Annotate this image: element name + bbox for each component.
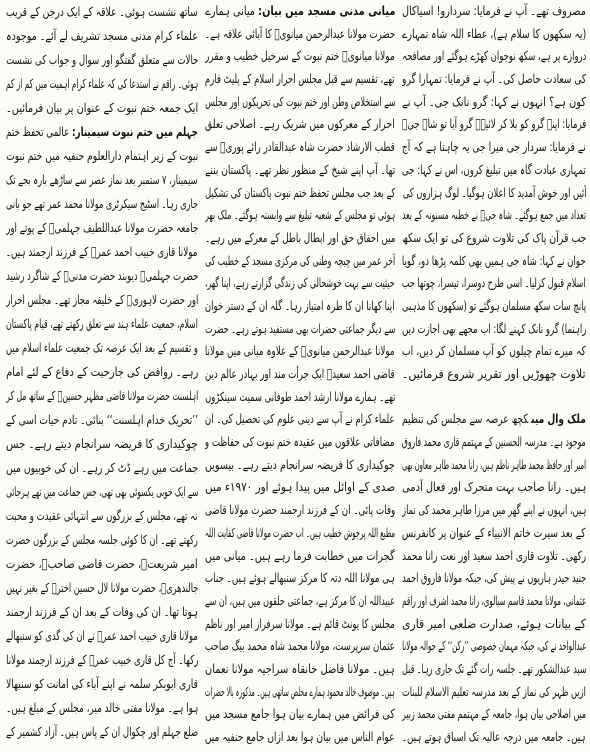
- line-text: مولانا میانویؒ ختم نبوت کے سرخیل خطیب و مقرر: [205, 48, 395, 64]
- text-line-content: [205, 159, 395, 182]
- text-line-content: [6, 480, 198, 504]
- line-text: جوان نے کہا: شاہ جی ہمیں بھی کلمہ پڑھا دو، گویا: [402, 252, 586, 268]
- text-line: [6, 384, 198, 408]
- line-text: کی فرائض میں ہمارے بیان ہوا جامع مسجد میں: [205, 706, 395, 722]
- line-text: عبدالواحد نے کی، جبکہ مہمان خصوصی ’’رکن‘‘ کے حوالہ مولانا: [402, 638, 586, 654]
- column-left: [6, 0, 198, 752]
- text-line: [205, 318, 395, 341]
- text-line: [205, 113, 395, 136]
- text-line-content: [402, 318, 586, 341]
- text-line: [402, 363, 586, 386]
- text-line: [402, 0, 586, 23]
- text-line-content: [6, 336, 198, 360]
- text-line-content: [6, 456, 198, 480]
- line-text: عثمانی، مولانا محمد قاسم سیالوی، رانا محمد اشرف اور راقم: [402, 592, 586, 608]
- text-line: [205, 635, 395, 658]
- text-line: [6, 0, 198, 24]
- text-line-content: [402, 681, 586, 704]
- text-line: [205, 522, 395, 545]
- line-text: ہوا ہے۔ مولانا مفتی خالد میر، مجلس کے مبلغ ہیں۔: [6, 700, 198, 715]
- text-line: [205, 386, 395, 409]
- line-text: آئیں اور خوش آمدید کا اعلان ہوگیا۔ لوگ ہزاروں کی: [402, 184, 586, 200]
- line-text: جنید حیدر ہاریوں نے پیش کی، جبکہ مولانا فاروق احمد: [402, 570, 586, 586]
- text-line: [205, 681, 395, 704]
- line-text: سے ایک خوبی یکسوئی بھی تھی، جس جماعت میں تھے ہرجائی: [6, 484, 198, 499]
- text-line-content: [6, 168, 198, 192]
- text-line-content: [402, 522, 586, 545]
- text-line-content: [6, 552, 198, 576]
- line-text: جامعہ حضرت مولانا عبداللطیف جہلمیؒ کے پوتے اور: [6, 220, 198, 235]
- paragraph: [6, 0, 198, 120]
- line-text: رکھی۔ تلاوت قاری احمد سعید اور نعت رانا محمد: [402, 547, 586, 563]
- text-line-content: [205, 658, 395, 681]
- text-line-content: [402, 454, 586, 477]
- line-text: وفات پائی۔ ان کے فرزند ارجمند حضرت مولانا قاضی: [205, 502, 395, 518]
- text-line: [402, 136, 586, 159]
- text-line-content: [205, 91, 395, 114]
- text-line-content: [205, 23, 395, 46]
- text-line-content: [6, 432, 198, 456]
- text-line-content: [402, 567, 586, 590]
- line-text: ہوئی تو مجلس کے شعبہ تبلیغ سے وابستہ ہوگئے۔ ملک بھر: [205, 207, 395, 223]
- line-text: مطیع اللہ پرجوش خطیب ہیں۔ اب حضرت مولانا قاضی کفایت اللہ: [205, 524, 395, 540]
- line-text: رکھتے تھے۔ ان کا کوئی جلسہ مجلس کے بزرگوں حضرت: [6, 532, 198, 547]
- text-line: [205, 590, 395, 613]
- line-text: حضرت جہلمیؒ دیوبند حضرت مدنیؒ کے شاگرد رشید: [6, 268, 198, 283]
- line-text: موجود ہے۔ مدرسہ الحسنین کے مہتمم قاری محمد فاروق: [402, 434, 586, 450]
- line-text: قاضی احمد سعیدؒ ایک جرأت مند اور بہادر عالم دین: [205, 366, 395, 381]
- text-line-content: [205, 250, 395, 273]
- line-text: مولانا قاری خبیب احمد عمرؒ کے فرزند ارجمند ہیں۔: [6, 244, 198, 259]
- text-line-content: [205, 499, 395, 522]
- text-line-content: [205, 136, 395, 159]
- text-line: [402, 726, 586, 749]
- text-line-content: [205, 340, 395, 363]
- text-line-content: [402, 340, 586, 363]
- text-line: [6, 456, 198, 480]
- line-text: راہنما) گرو نانک کہنے لگا: اب مجھے بھی اجازت دیں: [402, 320, 586, 336]
- line-text: کچھ عرصہ سے مجلس کی تنظیم: [402, 411, 529, 427]
- text-line: [205, 726, 395, 749]
- line-text: صدی کے اوائل میں پیدا ہوئے اور ۱۹۷۰ء میں: [205, 479, 395, 495]
- line-text: ہیں۔ مولانا فاضل خانقاہ سراجیہ مولانا نعمان: [205, 660, 395, 676]
- text-line: [402, 590, 586, 613]
- line-text: اپنا کھانا ان کا طرہ امتیاز رہا۔ گلہ ان کے دستر خوان: [205, 297, 395, 313]
- text-line: [205, 431, 395, 454]
- line-text: مولانا عبدالرحمن میانویؒ کے علاوہ میانی میں مولانا: [205, 343, 395, 359]
- line-text: اسلام، جمعیت علماء ہند سے تعلق رکھتے تھے، قیام پاکستان: [6, 316, 198, 331]
- text-line: [6, 504, 198, 528]
- text-line-content: [6, 96, 198, 120]
- text-line: [6, 576, 198, 600]
- line-text: ’’تحریک خدام اہلسنت‘‘ بنائی۔ تادم حیات اسی کے: [6, 412, 198, 427]
- text-line-content: [6, 648, 198, 672]
- text-line: [402, 658, 586, 681]
- text-line: [205, 0, 395, 23]
- text-line: [6, 552, 198, 576]
- text-line: [6, 48, 198, 72]
- text-line: [6, 312, 198, 336]
- line-text: اسلام قبول کرلیا۔ اسی طرح دوسرا، تیسرا، چوتھا جب: [402, 275, 586, 291]
- text-line-content: [6, 264, 198, 288]
- text-line: [6, 720, 198, 744]
- text-line: [6, 648, 198, 672]
- line-text: عبیداللہ ان کا مرکز ہے، جماعتی حلقوں میں ہیں، ان سے: [205, 592, 395, 608]
- text-line: [205, 567, 395, 590]
- text-line-content: [6, 408, 198, 432]
- line-text: مضافاتی علاقوں میں عقیدہ ختم نبوت کی حفاظت و: [205, 434, 395, 450]
- text-line: [6, 168, 198, 192]
- line-text: ساتھ نشست ہوئی۔ علاقہ کے ایک درجن کے قریب: [6, 4, 198, 19]
- text-line-content: [402, 0, 586, 23]
- text-line-content: [402, 613, 586, 636]
- text-line: [402, 431, 586, 454]
- text-line-content: [205, 613, 395, 636]
- text-line-content: [402, 431, 586, 454]
- text-line-content: [205, 431, 395, 454]
- line-text: عالمی تحفظ ختم: [6, 124, 70, 139]
- text-line: [6, 360, 198, 384]
- text-line-content: [205, 590, 395, 613]
- text-line: [402, 454, 586, 477]
- text-line-content: [205, 726, 395, 749]
- line-text: ہوئی۔ راقم نے استدعا کی کہ علماء کرام اہمیت میں کم از کم: [6, 76, 198, 91]
- text-line: [205, 250, 395, 273]
- text-line: [402, 227, 586, 250]
- text-line-content: [402, 204, 586, 227]
- text-line-content: [6, 720, 198, 744]
- text-line-content: [6, 504, 198, 528]
- text-line-content: [6, 72, 198, 96]
- text-line: [6, 264, 198, 288]
- text-line: [205, 182, 395, 205]
- line-text: چوکیداری کا فریضہ سرانجام دیتے رہے۔ جس: [6, 436, 198, 451]
- line-text: کے بیانات ہوئے، صدارت ضلعی امیر قاری: [402, 615, 586, 631]
- text-line-content: [402, 227, 586, 250]
- text-line-content: [402, 545, 586, 568]
- text-line: [205, 499, 395, 522]
- text-line-content: [205, 567, 395, 590]
- text-line: [205, 658, 395, 681]
- line-text: ہی مولانا اللہ دتہ کا مرکز سنبھالے ہوئے ہیں۔ جناب: [205, 570, 395, 586]
- text-line: [6, 120, 198, 144]
- text-line-content: [402, 363, 586, 386]
- text-line-content: [6, 312, 198, 336]
- paragraph: [205, 0, 395, 749]
- text-line: [402, 522, 586, 545]
- text-line: [6, 192, 198, 216]
- text-line-content: [6, 144, 198, 168]
- line-text: آخر عمر میں چیچہ وطنی کی مرکزی مسجد کے خطیب کی: [205, 252, 395, 268]
- text-line-content: [205, 408, 395, 431]
- line-text: ہیں۔ رانا صاحب بہت متحرک اور فعال آدمی: [402, 479, 586, 495]
- line-text: رہے۔ روافض کی جارحیت کے دفاع کے لئے امام: [6, 364, 198, 379]
- line-text: اہلسنت حضرت مولانا قاضی مظہر حسینؒ کے ساتھ مل کر: [6, 388, 198, 403]
- text-line: [6, 600, 198, 624]
- line-text: علماء کرام مدنی مسجد تشریف لے آئے۔ موجودہ: [6, 28, 198, 43]
- line-text: عوام الناس میں بیان ہوا بعد ازاں جامع حنفیہ میں: [205, 729, 395, 744]
- line-text: و تقسیم کے بعد ایک عرصہ تک جمعیت علماء اسلام میں: [6, 340, 198, 355]
- text-line: [6, 672, 198, 696]
- text-line: [6, 336, 198, 360]
- text-line: [402, 681, 586, 704]
- text-line: [6, 408, 198, 432]
- text-line-content: [205, 113, 395, 136]
- text-line: [205, 295, 395, 318]
- text-line-content: [6, 600, 198, 624]
- text-line-content: [205, 227, 395, 250]
- line-text: قطب الارشاد حضرت شاہ عبدالقادر رائے پوریؒ سے: [205, 139, 395, 155]
- line-text: نہ تھے، مجلس کے بزرگوں سے انتہائی عقیدت و محبت: [6, 508, 198, 523]
- line-text: ضلع جہلم اور چکوال ان کے پاس ہیں۔ آزاد کشمیر کے: [6, 724, 198, 739]
- line-text: ایک جمعہ ختم نبوت کے عنوان پر بیان فرمائیں۔: [6, 100, 198, 115]
- text-line-content: [205, 681, 395, 704]
- line-text: دروازے پر ہے، سکھ نوجوان کھڑے ہوگئے اور مصافحہ: [402, 48, 586, 64]
- text-line-content: [205, 386, 395, 409]
- text-line: [6, 72, 198, 96]
- text-line: [205, 545, 395, 568]
- text-line: [402, 23, 586, 46]
- text-line-content: [402, 113, 586, 136]
- text-line: [402, 182, 586, 205]
- line-text: سید عبدالشکور تھے۔ جلسہ رات گئے تک جاری رہا۔ قبل: [402, 660, 586, 676]
- text-line: [205, 91, 395, 114]
- paragraph: [6, 120, 198, 744]
- text-line: [402, 113, 586, 136]
- text-line: [205, 476, 395, 499]
- text-line: [402, 499, 586, 522]
- section-heading: جہلم میں ختم نبوت سیمینار:: [72, 124, 198, 139]
- line-text: (یہ سکھوں کا سلام ہے)، عطاء اللہ شاہ تمہارے: [402, 25, 586, 41]
- text-line-content: [205, 476, 395, 499]
- text-line: [6, 528, 198, 552]
- line-text: میں اصلاحی بیان ہوا، جامعہ کے مہتمم مفتی محمد زبیر: [402, 706, 586, 722]
- line-text: تھے۔ ہمارے مولانا ارشد احمد طوفانی سمیت سینکڑوں: [205, 388, 395, 404]
- text-line: [402, 567, 586, 590]
- line-text: حالات سے متعلق گفتگو اور سوال و جواب کی نشست: [6, 52, 198, 67]
- line-text: تھا۔ آپ اپنے شیخ کے منظور نظر تھے۔ پاکستان بننے: [205, 161, 395, 177]
- text-line-content: [402, 91, 586, 114]
- text-line: [402, 545, 586, 568]
- text-line-content: [205, 635, 395, 658]
- line-text: قاری ابوبکر سلمہ نے اپنے آباء کی امانت کو سنبھالا: [6, 676, 198, 691]
- text-line-content: [205, 295, 395, 318]
- line-text: جماعت میں رہے ڈٹ کر رہے۔ ان کی خوبیوں میں: [6, 460, 198, 475]
- text-line-content: [205, 0, 395, 23]
- text-line-content: [402, 182, 586, 205]
- text-line-content: [205, 363, 395, 386]
- text-line: [6, 624, 198, 648]
- text-line-content: [6, 576, 198, 600]
- line-text: نے فرمایا: سردار جی میرا جی یہ چاہتا ہے کہ آج: [402, 139, 586, 155]
- line-text: چوکیداری کا فریضہ سرانجام دیتے رہے۔ بیسویں: [205, 456, 395, 472]
- text-line-content: [6, 24, 198, 48]
- text-line-content: [402, 703, 586, 726]
- line-text: جاری رہا۔ اسٹیج سیکرٹری مولانا محمد عمر تھے جو بانی: [6, 196, 198, 211]
- text-line: [402, 613, 586, 636]
- text-line-content: [6, 528, 198, 552]
- text-line: [402, 250, 586, 273]
- line-text: تمہاری عبادت گاہ میں تبلیغ کروں، اس نے کہا: جی: [402, 161, 586, 177]
- text-line-content: [402, 635, 586, 658]
- text-line-content: [402, 590, 586, 613]
- line-text: سے استخلاص وطن اور ختم نبوت کی تحریکوں اور مجلس: [205, 93, 395, 109]
- text-line-content: [6, 672, 198, 696]
- text-line-content: [205, 454, 395, 477]
- text-line: [402, 204, 586, 227]
- text-line: [205, 454, 395, 477]
- text-line-content: [402, 45, 586, 68]
- line-text: سیمینار، ۷ ستمبر بعد نماز عصر سے ساڑھے بارہ بجے تک: [6, 172, 198, 187]
- text-line: [402, 68, 586, 91]
- line-text: تلاوت چھوڑیں اور تقریر شروع فرمائیں۔: [402, 366, 586, 381]
- text-line-content: [205, 318, 395, 341]
- text-line-content: [205, 522, 395, 545]
- line-text: تعداد میں جمع ہوگئے۔ شاہ جیؒ نے خطبہ مسنونہ کے بعد: [402, 207, 586, 223]
- text-line-content: [402, 499, 586, 522]
- text-line-content: [402, 726, 586, 749]
- line-text: امیر اور حافظ محمد طاہر ناظم ہیں، رانا محمد طاہر معاون بھی: [402, 456, 586, 472]
- line-text: میانی ہمارے: [205, 3, 255, 18]
- text-line: [205, 68, 395, 91]
- line-text: فرمایا: اپنے گرو کو بلا کر لائیے۔ گرو آیا تو شاہ جیؒ: [402, 116, 586, 132]
- text-line-content: [205, 272, 395, 295]
- text-line-content: [402, 658, 586, 681]
- line-text: تھے، تقسیم سے قبل مجلس احرار اسلام کے پلیٹ فارم: [205, 71, 395, 87]
- line-text: حضرت مولانا عبدالرحمن میانویؒ کا آبائی علاقہ ہے۔: [205, 25, 395, 41]
- line-text: کہ میرے تمام چیلوں کو آپ مسلمان کر دیں، اب: [402, 343, 586, 359]
- line-text: جب قرآن پاک کی تلاوت شروع کی تو ایک سکھ: [402, 229, 586, 245]
- text-line: [402, 272, 586, 295]
- text-line: [6, 240, 198, 264]
- text-line-content: [6, 288, 198, 312]
- text-line-content: [6, 0, 198, 24]
- line-text: جالندھریؒ، حضرت مولانا لال حسین اخترؒ کے بغیر نہیں: [6, 580, 198, 595]
- section-heading: ملک وال میں: [531, 411, 586, 427]
- text-line-content: [6, 624, 198, 648]
- text-line: [205, 408, 395, 431]
- paragraph: [402, 0, 586, 386]
- text-line: [6, 144, 198, 168]
- line-text: ہیں۔ موصوف خالد محمود ہمارے مخلص ساتھی ہیں۔ مذکورہ بالا حضرات: [205, 683, 395, 699]
- text-line-content: [402, 136, 586, 159]
- text-line: [205, 340, 395, 363]
- text-line-content: [402, 250, 586, 273]
- text-line: [6, 288, 198, 312]
- text-line-content: [6, 384, 198, 408]
- line-text: کے بعد سیرت خاتم الانبیاء کے عنوان پر کانفرنس: [402, 524, 586, 540]
- text-line-content: [205, 545, 395, 568]
- text-line-content: [6, 240, 198, 264]
- text-line: [402, 45, 586, 68]
- text-line: [205, 159, 395, 182]
- line-text: ازیں ظہر کی نماز کے بعد مدرسہ تعلیم الاسلام للبنات: [402, 683, 586, 699]
- text-line: [6, 696, 198, 720]
- text-line: [6, 24, 198, 48]
- line-text: میں احقاق حق اور ابطال باطل کے معرکے میں رہے۔: [205, 229, 395, 245]
- text-line-content: [402, 159, 586, 182]
- text-line: [402, 476, 586, 499]
- line-text: امیر شریعتؒ، حضرت قاضی صاحبؒ، حضرت: [6, 556, 198, 571]
- line-text: مجلس کا یونٹ قائم ہے۔ مولانا سرفراز امیر اور ناظم: [205, 615, 395, 631]
- line-text: ہوتا تھا۔ ان کی وفات کے بعد ان کے فرزند ارجمند: [6, 604, 198, 619]
- text-line: [205, 227, 395, 250]
- line-text: عثمان سرپرست، مولانا محمد شاہ محمد بیگ صاحب: [205, 638, 395, 654]
- text-line-content: [6, 120, 198, 144]
- text-line: [205, 204, 395, 227]
- text-line-content: [205, 68, 395, 91]
- text-line: [402, 91, 586, 114]
- text-line: [205, 272, 395, 295]
- line-text: مولانا قاری خبیب احمد عمرؒ نے ان کی گدی کو سنبھالے: [6, 628, 198, 643]
- text-line: [402, 408, 586, 431]
- section-heading: میانی مدنی مسجد میں بیان:: [257, 3, 395, 18]
- line-text: ہیں۔ جامعہ میں درجہ عالیہ تک اسباق ہوتے ہیں۔: [402, 729, 586, 744]
- text-line-content: [402, 295, 586, 318]
- text-line: [402, 340, 586, 363]
- text-line: [205, 613, 395, 636]
- text-line: [205, 45, 395, 68]
- line-text: رکھا۔ آج کل قاری خبیب عمرؒ کے فرزند ارجمند مولانا: [6, 652, 198, 667]
- paragraph: [402, 408, 586, 748]
- line-text: احرار کے معرکوں میں شریک رہے۔ اصلاحی تعلق: [205, 116, 395, 132]
- text-line-content: [6, 48, 198, 72]
- text-line: [205, 363, 395, 386]
- line-text: کون ہے؟ انہوں نے کہا: گرو نانک جی۔ آپ نے: [402, 93, 586, 109]
- text-line-content: [402, 23, 586, 46]
- text-line-content: [6, 192, 198, 216]
- text-line: [402, 295, 586, 318]
- line-text: کے بعد جب مجلس تحفظ ختم نبوت پاکستان کی تشکیل: [205, 184, 395, 200]
- text-line: [205, 23, 395, 46]
- text-line-content: [402, 408, 586, 431]
- line-text: پانچ سات سکھ مسلمان ہوگئے تو (سکھوں کا مذہبی: [402, 297, 586, 313]
- text-line: [402, 318, 586, 341]
- line-text: علماء کرام نے آپ سے دینی علوم کی تحصیل کی۔ ان: [205, 411, 395, 427]
- line-text: اور حضرت لاہوریؒ کے خلیفہ مجاز تھے۔ مجلس احرار: [6, 292, 198, 307]
- text-line: [205, 136, 395, 159]
- line-text: سے دیگر جماعتی حضرات بھی مستفید ہوتے رہے۔ حضرت: [205, 320, 395, 336]
- column-right: [402, 0, 586, 752]
- text-line: [205, 703, 395, 726]
- text-line-content: [6, 360, 198, 384]
- text-line-content: [205, 182, 395, 205]
- line-text: کی سعادت حاصل کی۔ آپ نے فرمایا: تمہارا گرو: [402, 71, 586, 87]
- text-line-content: [402, 272, 586, 295]
- text-line-content: [6, 216, 198, 240]
- text-line: [6, 96, 198, 120]
- text-line-content: [205, 204, 395, 227]
- line-text: گجرات میں خطابت فرما رہے ہیں۔ میانی میں: [205, 547, 395, 563]
- text-line-content: [402, 476, 586, 499]
- line-text: نبوت کے زیر اہتمام دارالعلوم حنفیہ میں ختم نبوت: [6, 148, 198, 163]
- column-middle: [205, 0, 395, 752]
- line-text: حیثیت سے بہت خوشحالی کی زندگی گزارتے رہے، اپنا گھر،: [205, 275, 395, 291]
- text-line-content: [402, 68, 586, 91]
- text-line-content: [205, 45, 395, 68]
- text-line: [6, 216, 198, 240]
- text-line: [402, 159, 586, 182]
- text-line-content: [205, 703, 395, 726]
- line-text: مصروف تھے۔ آپ نے فرمایا: سردارو! اسیاکال: [402, 3, 586, 18]
- text-line: [6, 480, 198, 504]
- line-text: ہیں، انہوں نے اپنے گھر میں مرزا طاہر محمد کی نماز: [402, 502, 586, 518]
- text-line: [6, 432, 198, 456]
- text-line-content: [6, 696, 198, 720]
- text-line: [402, 703, 586, 726]
- text-line: [402, 635, 586, 658]
